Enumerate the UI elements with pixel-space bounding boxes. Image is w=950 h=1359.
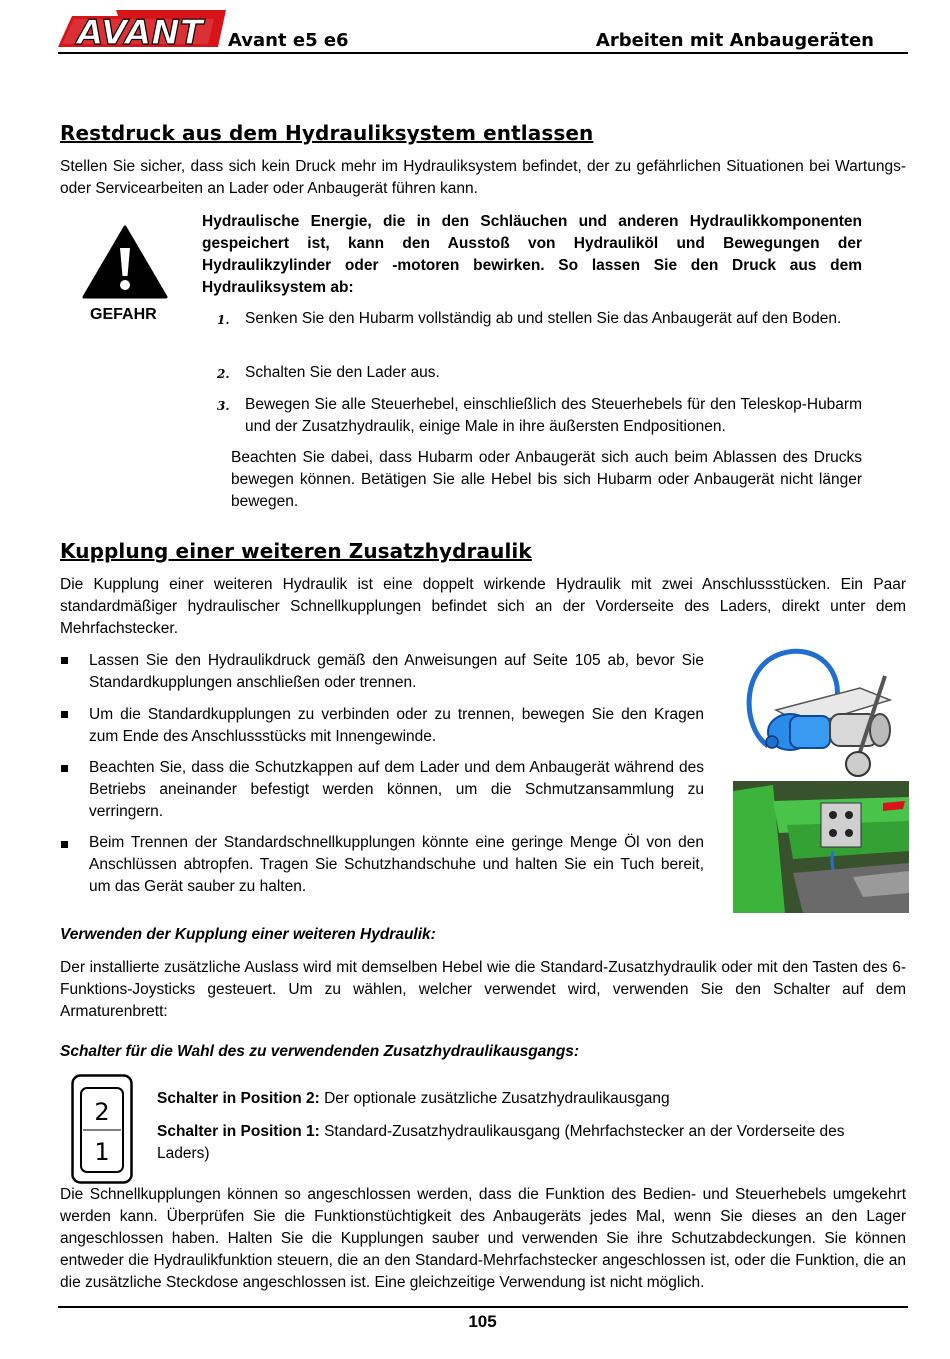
page-number: 105 — [468, 1312, 497, 1331]
footer-divider — [58, 1306, 908, 1308]
loader-front-photo — [733, 781, 909, 913]
section2-title: Kupplung einer weiteren Zusatzhydraulik — [60, 539, 532, 563]
pos2-text: Der optionale zusätzliche Zusatzhydraulikausgang — [319, 1090, 670, 1107]
header-divider — [58, 52, 908, 54]
switch-position-2-description — [157, 1088, 877, 1110]
bullet-marker — [61, 841, 68, 848]
bullet-marker — [61, 711, 68, 718]
warning-triangle-icon — [82, 224, 168, 300]
warning-label: GEFAHR — [90, 306, 157, 323]
use-coupling-text: Der installierte zusätzliche Auslass wird mit demselben Hebel wie die Standard-Zusatzhydraulik oder mit den Tasten des 6-Funktions-Joysticks gesteuert. Um zu wählen, welcher verwendet wird, verwenden Sie den Schalter auf dem Armaturenbrett: — [60, 959, 906, 1020]
selector-switch-icon — [71, 1074, 133, 1184]
bullet-item-4: Beim Trennen der Standardschnellkupplungen könnte eine geringe Menge Öl von den Anschlüssen abtropfen. Tragen Sie Schutzhandschuhe und halten Sie ein Tuch bereit, um das Gerät sauber zu halten. — [89, 834, 704, 895]
pos2-label: Schalter in Position 2: — [157, 1090, 320, 1107]
avant-logo — [58, 6, 226, 48]
switch-position-1-description — [157, 1121, 877, 1165]
bullet-item-3: Beachten Sie, dass die Schutzkappen auf dem Lader und dem Anbaugerät während des Betriebs aneinander befestigt werden können, um die Schmutzansammlung zu verringern. — [89, 759, 704, 820]
header-model: Avant e5 e6 — [228, 30, 349, 51]
step-2-number: 2. — [217, 367, 230, 381]
pos1-label: Schalter in Position 1: — [157, 1123, 320, 1140]
step-2-text: Schalten Sie den Lader aus. — [245, 364, 440, 381]
section1-intro: Stellen Sie sicher, dass sich kein Druck mehr im Hydrauliksystem befindet, der zu gefährlichen Situationen bei Wartungs- oder Servicearbeiten an Lader oder Anbaugerät führen kann. — [60, 158, 906, 197]
section1-title: Restdruck aus dem Hydrauliksystem entlassen — [60, 121, 594, 145]
header-section-title: Arbeiten mit Anbaugeräten — [595, 30, 874, 51]
switch-position-2-label: 2 — [94, 1098, 110, 1126]
section1-note: Beachten Sie dabei, dass Hubarm oder Anbaugerät sich auch beim Ablassen des Drucks bewegen können. Betätigen Sie alle Hebel bis sich Hubarm oder Anbaugerät nicht länger bewegen. — [231, 449, 862, 510]
step-1-number: 1. — [217, 313, 230, 327]
closing-paragraph: Die Schnellkupplungen können so angeschlossen werden, dass die Funktion des Bedien- und Steuerhebels umgekehrt werden kann. Überprüfen Sie die Funktionstüchtigkeit des Anbaugeräts jedes Mal, wenn Sie dieses an den Lager angeschlossen haben. Halten Sie die Kupplungen sauber und verwenden Sie ihre Schutzabdeckungen. Sie können entweder die Hydraulikfunktion steuern, die an den Standard-Mehrfachstecker angeschlossen ist, oder die Funktion, die an die zusätzliche Steckdose angeschlossen ist. Eine gleichzeitige Verwendung ist nicht möglich. — [60, 1186, 906, 1291]
bullet-marker — [61, 765, 68, 772]
bullet-marker — [61, 657, 68, 664]
logo-text: AVANT — [77, 13, 203, 48]
step-1-text: Senken Sie den Hubarm vollständig ab und stellen Sie das Anbaugerät auf den Boden. — [245, 310, 842, 327]
warning-text: Hydraulische Energie, die in den Schläuchen und anderen Hydraulikkomponenten gespeichert ist, kann den Ausstoß von Hydrauliköl und Bewegungen der Hydraulikzylinder oder -motoren bewirken. So lassen Sie den Druck aus dem Hydrauliksystem ab: — [202, 213, 862, 296]
switch-position-1-label: 1 — [94, 1138, 110, 1166]
bullet-item-2: Um die Standardkupplungen zu verbinden oder zu trennen, bewegen Sie den Kragen zum Ende des Anschlussstücks mit Innengewinde. — [89, 706, 704, 745]
step-3-text: Bewegen Sie alle Steuerhebel, einschließlich des Steuerhebels für den Teleskop-Hubarm und der Zusatzhydraulik, einige Male in ihre äußersten Endpositionen. — [245, 396, 862, 435]
subheading-switch: Schalter für die Wahl des zu verwendenden Zusatzhydraulikausgangs: — [60, 1043, 580, 1060]
bullet-item-1: Lassen Sie den Hydraulikdruck gemäß den Anweisungen auf Seite 105 ab, bevor Sie Standardkupplungen anschließen oder trennen. — [89, 652, 704, 691]
step-3-number: 3. — [217, 399, 230, 413]
quick-coupling-illustration — [740, 648, 898, 780]
section2-intro: Die Kupplung einer weiteren Hydraulik ist eine doppelt wirkende Hydraulik mit zwei Anschlussstücken. Ein Paar standardmäßiger hydraulischer Schnellkupplungen befindet sich an der Vorderseite des Laders, direkt unter dem Mehrfachstecker. — [60, 576, 906, 637]
pos1-text: Standard-Zusatzhydraulikausgang (Mehrfachstecker an der Vorderseite des Laders) — [157, 1123, 845, 1162]
subheading-use-coupling: Verwenden der Kupplung einer weiteren Hydraulik: — [60, 926, 436, 943]
